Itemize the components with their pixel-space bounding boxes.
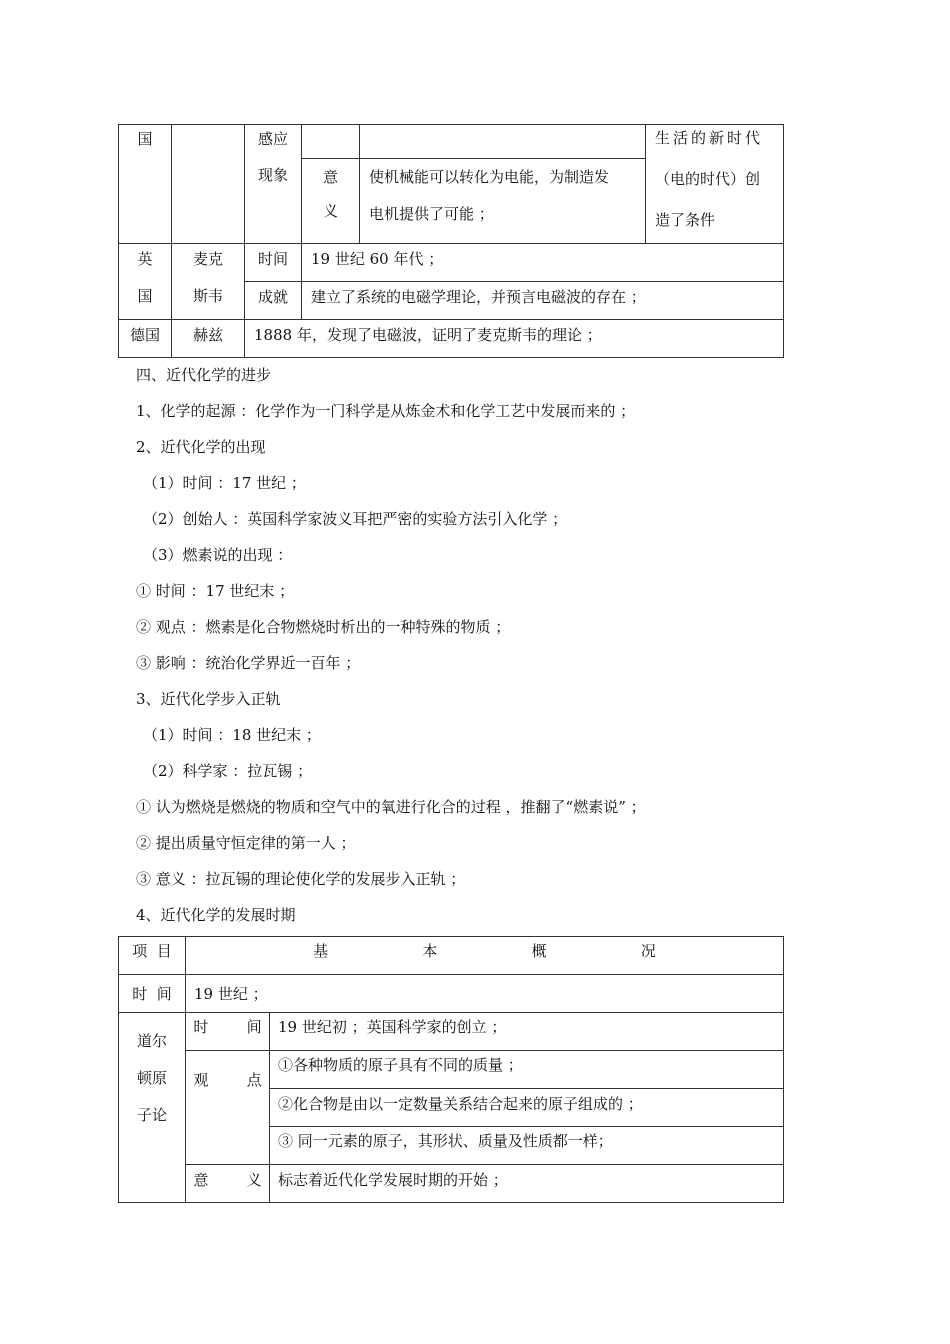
table2-time-value [186, 975, 784, 1013]
item-significance: ③ 意义 ：拉瓦锡的理论使化学的发展步入正轨 ； [136, 870, 466, 888]
label-line-1: 感应 [257, 130, 288, 148]
table1-cell-country [119, 125, 172, 244]
hertz-text: 赫兹 [192, 326, 223, 344]
maxwell-line-1: 麦克 [192, 250, 223, 268]
physics-table [118, 124, 784, 358]
table2-view-1 [270, 1051, 784, 1089]
germany-text: 德国 [129, 326, 160, 344]
sub-time-value: 19 世纪初 ；英国科学家的创立 ； [278, 1018, 507, 1036]
meaning-line-1: 使机械能可以转化为电能，为制造发 [369, 168, 610, 186]
paragraph-emergence: 2、近代化学的出现 [136, 438, 266, 456]
meaning-line-2: 电机提供了可能 ； [369, 205, 494, 223]
section-heading: 四、近代化学的进步 [136, 366, 272, 384]
table2-sub-time-label [186, 1013, 270, 1051]
england-line-1: 英 [137, 250, 153, 268]
item-phlogiston: （3）燃素说的出现 ： [143, 546, 293, 564]
result-label: 成就 [257, 288, 288, 306]
chemistry-table [118, 936, 784, 1203]
item-scientist: （2）科学家 ：拉瓦锡 ； [143, 762, 313, 780]
item-time-18c: （1）时间 ：18 世纪末 ； [143, 726, 321, 744]
table1-cell-hertz [172, 320, 245, 358]
item-phlogiston-time: ① 时间 ：17 世纪末 ； [136, 582, 295, 600]
table2-header-overview [186, 937, 784, 975]
view-2: ②化合物是由以一定数量关系结合起来的原子组成的 ； [278, 1095, 643, 1113]
header-char-1: 基 [313, 942, 329, 960]
impact-line-2: （电的时代）创 [655, 170, 761, 188]
table1-cell-meaning-label [302, 159, 360, 244]
table1-cell-germany [119, 320, 172, 358]
table1-cell-impact [646, 125, 784, 244]
maxwell-line-2: 斯韦 [192, 287, 223, 305]
impact-line-1: 生活的新时代 [655, 129, 764, 147]
table2-time-label [119, 975, 186, 1013]
table2-header-item [119, 937, 186, 975]
item-time-17c: （1）时间 ：17 世纪 ； [143, 474, 306, 492]
table1-cell-maxwell [172, 244, 245, 320]
table1-cell-result-label [245, 282, 302, 320]
table1-cell-person-empty [172, 125, 245, 244]
table1-cell-england [119, 244, 172, 320]
header-char-2: 本 [422, 942, 438, 960]
header-char-3: 概 [531, 942, 547, 960]
dalton-line-2: 顿原 [136, 1069, 167, 1087]
table2-view-2 [270, 1089, 784, 1127]
header-char-4: 况 [640, 942, 656, 960]
meaning-label-1: 意 [322, 168, 338, 186]
time-value: 19 世纪 ； [194, 985, 268, 1003]
table1-cell-result-value [302, 282, 784, 320]
label-line-2: 现象 [257, 166, 288, 184]
item-phlogiston-impact: ③ 影响 ：统治化学界近一百年 ； [136, 654, 361, 672]
item-phlogiston-view: ② 观点 ：燃素是化合物燃烧时析出的一种特殊的物质 ； [136, 618, 511, 636]
item-combustion: ① 认为燃烧是燃烧的物质和空气中的氧进行化合的过程 ，推翻了“燃素说” ； [136, 798, 646, 816]
meaning-value: 标志着近代化学发展时期的开始 ； [278, 1171, 508, 1189]
header-item: 项 目 [132, 942, 172, 960]
table1-cell-time-label [245, 244, 302, 282]
item-founder: （2）创始人 ：英国科学家波义耳把严密的实验方法引入化学 ； [143, 510, 568, 528]
sub-time-label: 时 间 [193, 1018, 262, 1036]
paragraph-on-track: 3、近代化学步入正轨 [136, 690, 281, 708]
item-conservation: ② 提出质量守恒定律的第一人 ； [136, 834, 356, 852]
table1-cell-empty-b [360, 125, 646, 159]
table2-meaning-value [270, 1165, 784, 1203]
table1-cell-empty-a [302, 125, 360, 159]
dalton-line-1: 道尔 [136, 1032, 167, 1050]
england-line-2: 国 [137, 287, 153, 305]
dalton-line-3: 子论 [136, 1106, 167, 1124]
table2-dalton [119, 1013, 186, 1203]
table1-cell-hertz-value [245, 320, 784, 358]
meaning-label-2: 义 [322, 202, 338, 220]
impact-line-3: 造了条件 [655, 211, 716, 229]
hertz-value: 1888 年，发现了电磁波，证明了麦克斯韦的理论 ； [254, 326, 602, 344]
time-value: 19 世纪 60 年代 ； [311, 250, 444, 268]
time-label: 时间 [257, 250, 288, 268]
view-3: ③ 同一元素的原子，其形状、质量及性质都一样； [278, 1132, 613, 1150]
paragraph-origin: 1、化学的起源 ：化学作为一门科学是从炼金术和化学工艺中发展而来的 ； [136, 402, 636, 420]
meaning-label: 意 义 [193, 1171, 262, 1189]
table1-cell-label [245, 125, 302, 244]
paragraph-development: 4、近代化学的发展时期 [136, 906, 296, 924]
table2-view-label [186, 1051, 270, 1165]
country-text: 国 [137, 130, 153, 148]
table1-cell-meaning [360, 159, 646, 244]
view-label: 观 点 [193, 1071, 262, 1089]
table2-sub-time-value [270, 1013, 784, 1051]
time-label: 时 间 [132, 985, 172, 1003]
table2-meaning-label [186, 1165, 270, 1203]
result-value: 建立了系统的电磁学理论，并预言电磁波的存在 ； [311, 288, 646, 306]
table1-cell-time-value [302, 244, 784, 282]
table2-view-3 [270, 1127, 784, 1165]
view-1: ①各种物质的原子具有不同的质量 ； [278, 1056, 523, 1074]
